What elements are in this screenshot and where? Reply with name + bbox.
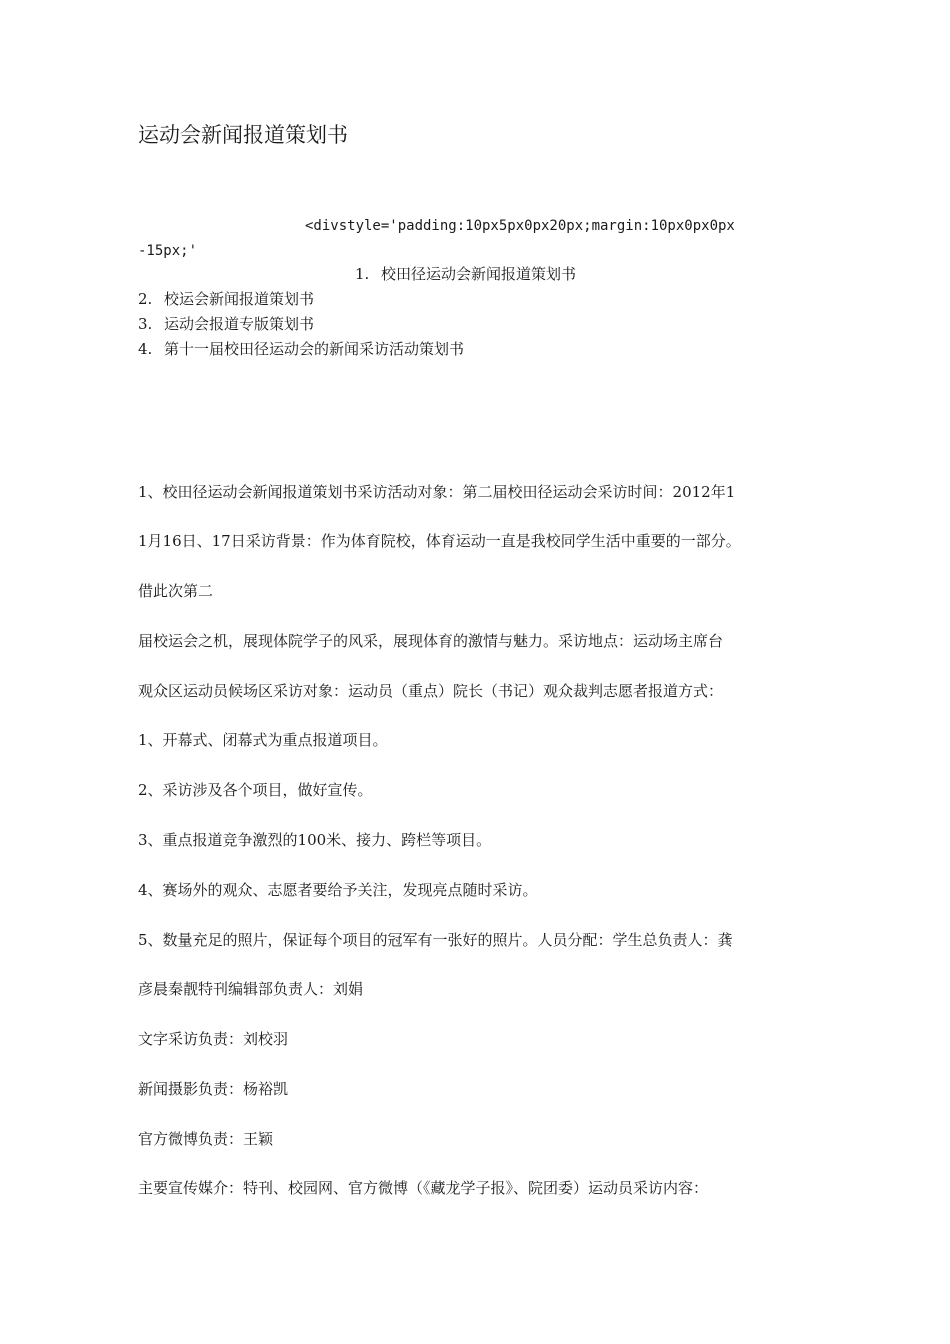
toc-item: [138, 339, 464, 359]
stray-html-code-line-1: <divstyle='padding:10px5px0px20px;margin:10px0px0px: [305, 218, 735, 234]
body-paragraph: 1月16日、17日采访背景：作为体育院校，体育运动一直是我校同学生活中重要的一部分。: [138, 532, 741, 550]
toc-item-text: 第十一届校田径运动会的新闻采访活动策划书: [164, 340, 465, 358]
toc-item-text: 校运会新闻报道策划书: [164, 290, 315, 308]
body-paragraph: 届校运会之机，展现体院学子的风采，展现体育的激情与魅力。采访地点：运动场主席台: [138, 632, 724, 650]
toc-item-number: 1.: [355, 265, 370, 283]
body-paragraph: 新闻摄影负责：杨裕凯: [138, 1080, 289, 1098]
toc-item: [138, 314, 314, 334]
body-paragraph: 彦晨秦靓特刊编辑部负责人：刘娟: [138, 980, 364, 998]
stray-html-code-line-2: -15px;': [138, 243, 198, 259]
toc-item-text: 校田径运动会新闻报道策划书: [381, 265, 577, 283]
body-paragraph: 1、校田径运动会新闻报道策划书采访活动对象：第二届校田径运动会采访时间：2012年1: [138, 483, 736, 501]
body-paragraph: 借此次第二: [138, 582, 214, 600]
toc-item-text: 运动会报道专版策划书: [164, 315, 315, 333]
body-paragraph: 主要宣传媒介：特刊、校园网、官方微博（《藏龙学子报》、院团委）运动员采访内容：: [138, 1179, 709, 1197]
toc-item-number: 4.: [138, 340, 153, 358]
toc-item: [355, 264, 576, 284]
toc-item: [138, 289, 314, 309]
body-paragraph: 官方微博负责：王颖: [138, 1130, 274, 1148]
body-paragraph: 2、采访涉及各个项目，做好宣传。: [138, 781, 373, 799]
toc-item-number: 2.: [138, 290, 153, 308]
body-paragraph: 3、重点报道竞争激烈的100米、接力、跨栏等项目。: [138, 831, 492, 849]
document-title: 运动会新闻报道策划书: [138, 123, 348, 147]
body-paragraph: 文字采访负责：刘校羽: [138, 1030, 289, 1048]
toc-item-number: 3.: [138, 315, 153, 333]
body-paragraph: 5、数量充足的照片，保证每个项目的冠军有一张好的照片。人员分配：学生总负责人：龚: [138, 931, 733, 949]
body-paragraph: 4、赛场外的观众、志愿者要给予关注，发现亮点随时采访。: [138, 881, 538, 899]
body-paragraph: 观众区运动员候场区采访对象：运动员（重点）院长（书记）观众裁判志愿者报道方式：: [138, 682, 724, 700]
body-paragraph: 1、开幕式、闭幕式为重点报道项目。: [138, 731, 388, 749]
